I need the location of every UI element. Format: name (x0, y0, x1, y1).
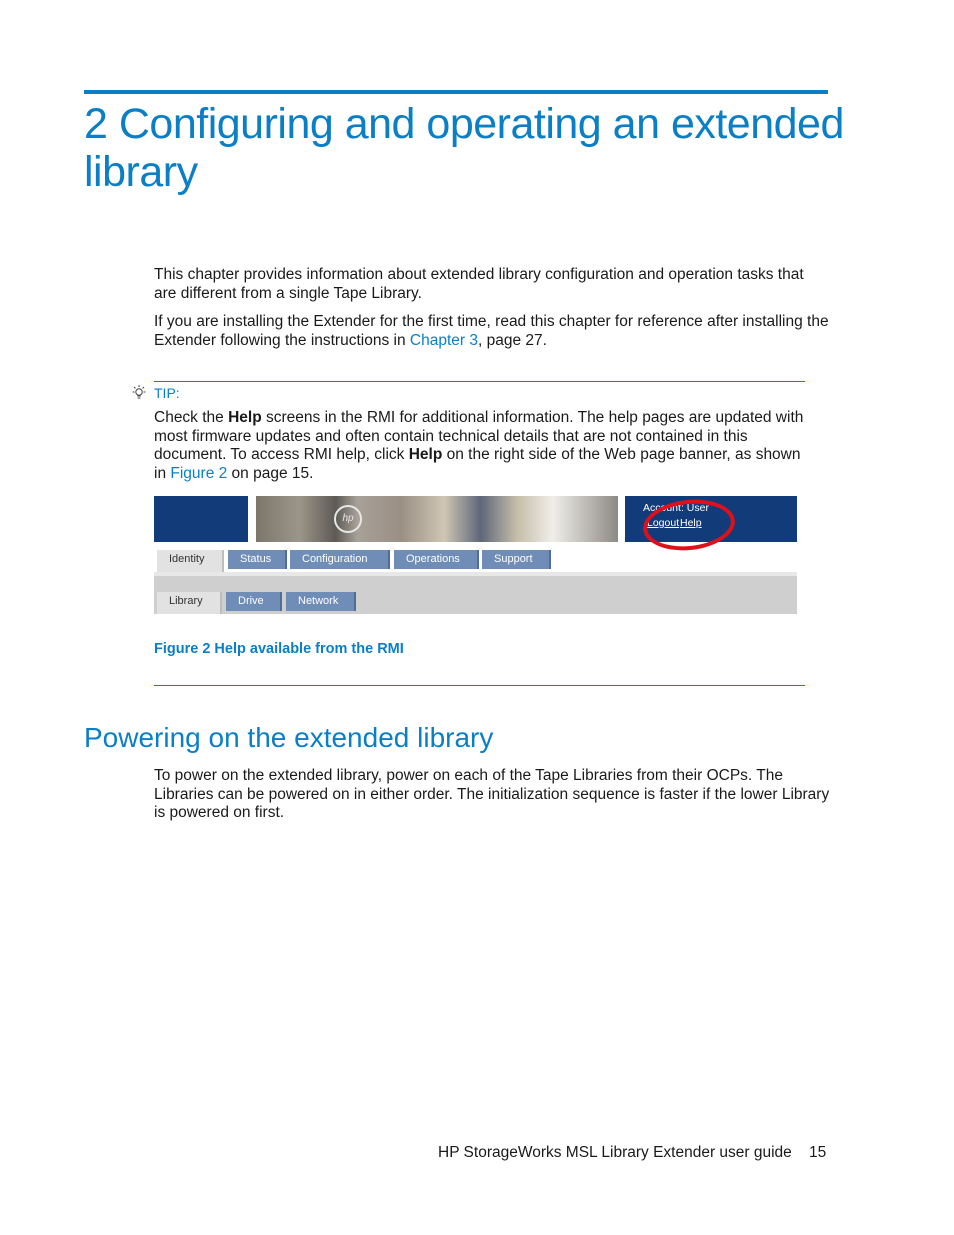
rmi-banner-figure (154, 496, 797, 614)
chapter-3-link[interactable]: Chapter 3 (409, 331, 478, 349)
account-label: Account: User (643, 502, 709, 514)
tip-label: TIP: (154, 385, 180, 401)
tab-drive[interactable]: Drive (226, 592, 282, 611)
help-link[interactable]: Help (680, 517, 702, 529)
tip-body (154, 409, 814, 483)
tip-help-bold-2: Help (408, 446, 443, 463)
intro-paragraph-2 (154, 313, 830, 350)
tab-operations[interactable]: Operations (394, 550, 479, 569)
tip-text-1: Check the (154, 409, 229, 426)
tab-network[interactable]: Network (286, 592, 356, 611)
figure-2-link[interactable]: Figure 2 (170, 464, 228, 482)
lightbulb-icon (130, 384, 148, 402)
primary-tab-bar (154, 550, 797, 572)
tab-support[interactable]: Support (482, 550, 551, 569)
tab-status[interactable]: Status (228, 550, 287, 569)
tab-identity[interactable]: Identity (157, 550, 224, 572)
secondary-divider (154, 572, 797, 576)
section-title: Powering on the extended library (84, 722, 494, 753)
figure-caption: Figure 2 Help available from the RMI (154, 641, 404, 657)
tab-configuration[interactable]: Configuration (290, 550, 390, 569)
banner-account-panel (625, 496, 797, 542)
tip-help-bold-1: Help (228, 409, 262, 426)
chapter-title: 2 Configuring and operating an extended library (84, 100, 844, 196)
tab-library[interactable]: Library (157, 592, 222, 614)
intro-p2-tail: , page 27. (477, 331, 547, 349)
intro-p2-text: If you are installing the Extender for the first time, read this chapter for reference after installing the Extender following the instructions in (154, 313, 829, 349)
tip-text-3: on the right side of the Web page banner, as shown in (154, 446, 801, 482)
hp-logo-icon: hp (334, 505, 362, 533)
tip-text-4: on page 15. (227, 464, 314, 482)
intro-paragraph-1: This chapter provides information about extended library configuration and operation tasks that are different from a single Tape Library. (154, 266, 804, 302)
tip-bottom-rule (154, 685, 805, 686)
tip-top-rule (154, 381, 805, 382)
tip-text-2: screens in the RMI for additional information. The help pages are updated with most firmware updates and often contain technical details that are not contained in this document. To access RMI help, click (154, 409, 804, 463)
section-body: To power on the extended library, power on each of the Tape Libraries from their OCPs. The Libraries can be powered on in either order. The initialization sequence is faster if the lower Library is powered on first. (154, 767, 830, 821)
banner-photo (256, 496, 618, 542)
footer-guide-title: HP StorageWorks MSL Library Extender user guide (438, 1144, 792, 1161)
logout-link[interactable]: Logout (647, 517, 680, 529)
secondary-tab-bar (154, 592, 797, 614)
banner-left-panel (154, 496, 248, 542)
page-number: 15 (809, 1144, 827, 1161)
chapter-top-rule (84, 90, 828, 94)
